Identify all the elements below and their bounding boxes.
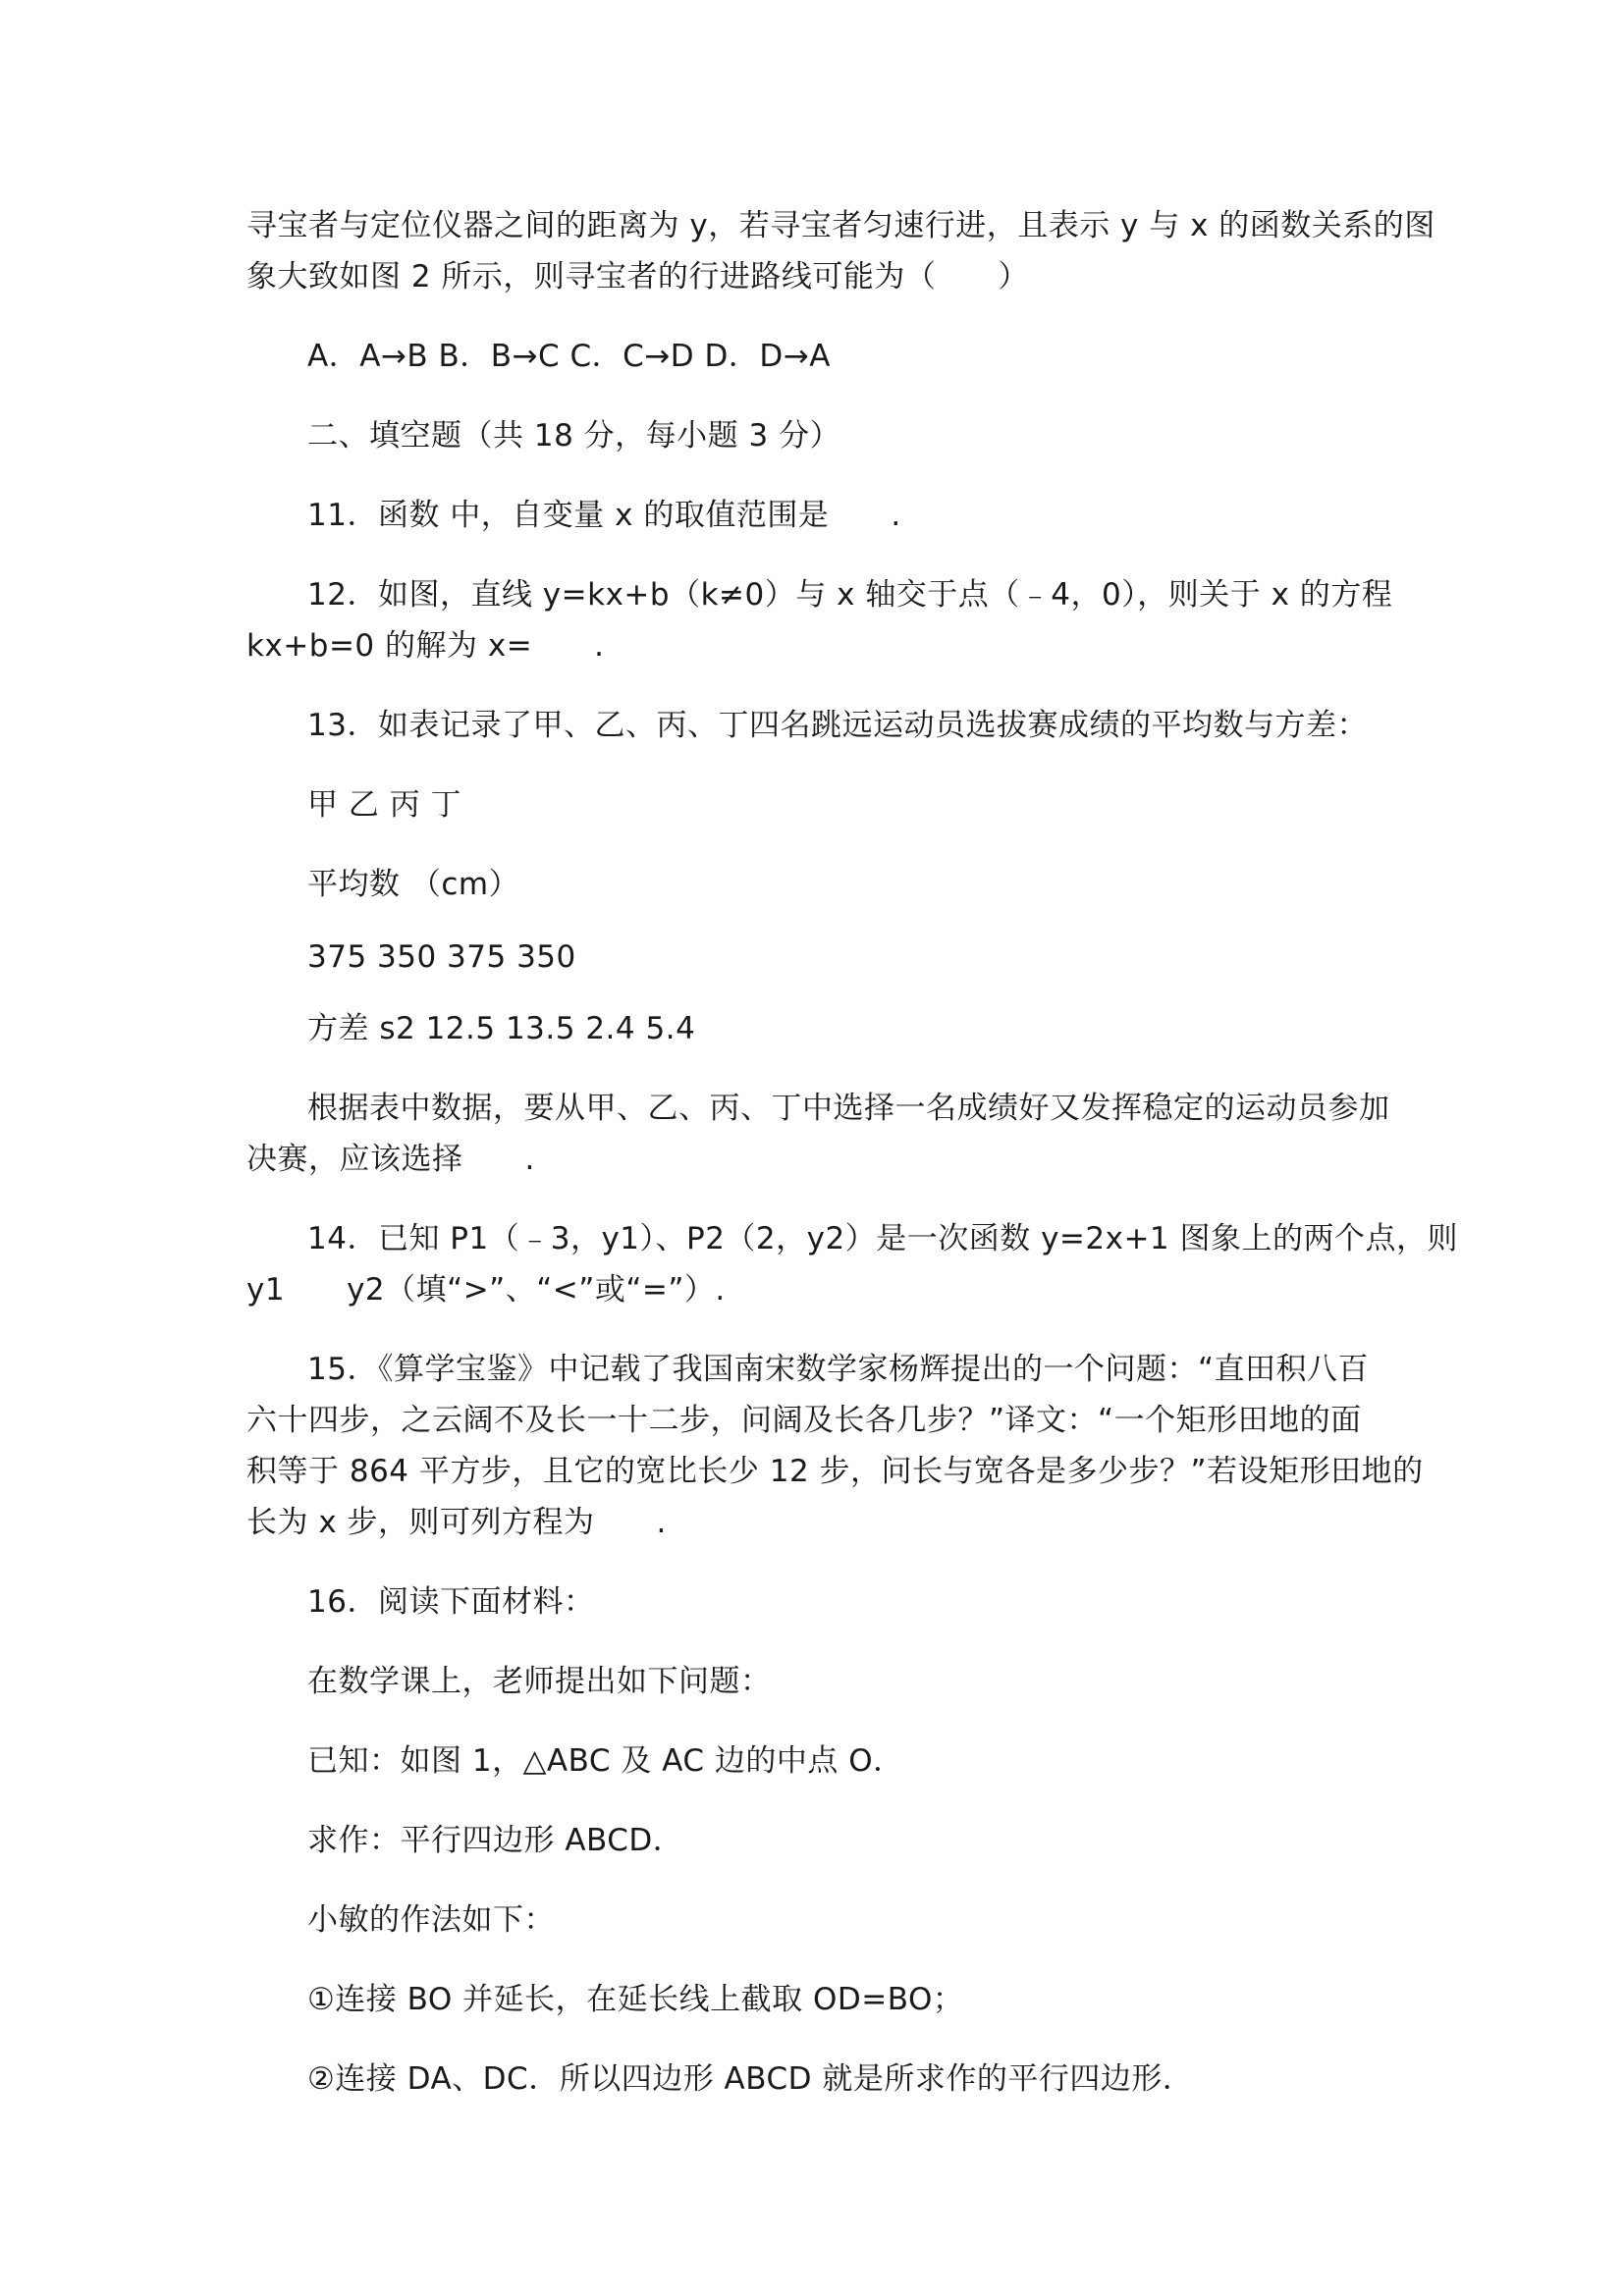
text-line: 六十四步，之云阔不及长一十二步，问阔及长各几步？”译文：“一个矩形田地的面 (246, 1403, 1362, 1438)
text-line: 积等于 864 平方步，且它的宽比长少 12 步，问长与宽各是多少步？”若设矩形田地的 (246, 1454, 1424, 1489)
text-line: 长为 x 步，则可列方程为 . (246, 1505, 667, 1540)
answer-options: A．A→B B．B→C C．C→D D．D→A (307, 339, 831, 374)
text-line: kx+b=0 的解为 x= . (246, 628, 605, 664)
table-label-mean: 平均数 （cm） (307, 867, 520, 902)
section-heading: 二、填空题（共 18 分，每小题 3 分） (307, 418, 841, 454)
text-line: 决赛，应该选择 . (246, 1142, 535, 1177)
question-12: 12．如图，直线 y=kx+b（k≠0）与 x 轴交于点（﹣4，0），则关于 x 的方程 (307, 577, 1393, 613)
question-16: 16．阅读下面材料： (307, 1584, 595, 1620)
text-line: 寻宝者与定位仪器之间的距离为 y，若寻宝者匀速行进，且表示 y 与 x 的函数关系的图 (246, 208, 1435, 243)
table-row-mean: 375 350 375 350 (307, 939, 576, 975)
question-14: 14．已知 P1（﹣3，y1）、P2（2，y2）是一次函数 y=2x+1 图象上的两个点，则 (307, 1221, 1459, 1256)
text-line: 象大致如图 2 所示，则寻宝者的行进路线可能为（ ） (246, 259, 1029, 294)
table-row-variance: 方差 s2 12.5 13.5 2.4 5.4 (307, 1011, 696, 1046)
question-13: 13．如表记录了甲、乙、丙、丁四名跳远运动员选拔赛成绩的平均数与方差： (307, 708, 1368, 743)
question-11: 11．函数 中，自变量 x 的取值范围是 . (307, 498, 901, 533)
text-line: 在数学课上，老师提出如下问题： (307, 1664, 772, 1699)
question-15: 15．《算学宝鉴》中记载了我国南宋数学家杨辉提出的一个问题：“直田积八百 (307, 1352, 1370, 1387)
text-line: 根据表中数据，要从甲、乙、丙、丁中选择一名成绩好又发挥稳定的运动员参加 (307, 1091, 1390, 1126)
text-line: ②连接 DA、DC．所以四边形 ABCD 就是所求作的平行四边形． (307, 2061, 1194, 2097)
text-line: 已知：如图 1，△ABC 及 AC 边的中点 O． (307, 1743, 904, 1779)
text-line: ①连接 BO 并延长，在延长线上截取 OD=BO； (307, 1982, 964, 2017)
text-line: 小敏的作法如下： (307, 1902, 555, 1938)
table-header-row: 甲 乙 丙 丁 (307, 787, 462, 823)
text-line: y1 y2（填“>”、“<”或“=”）. (246, 1272, 726, 1308)
text-line: 求作：平行四边形 ABCD． (307, 1823, 684, 1858)
